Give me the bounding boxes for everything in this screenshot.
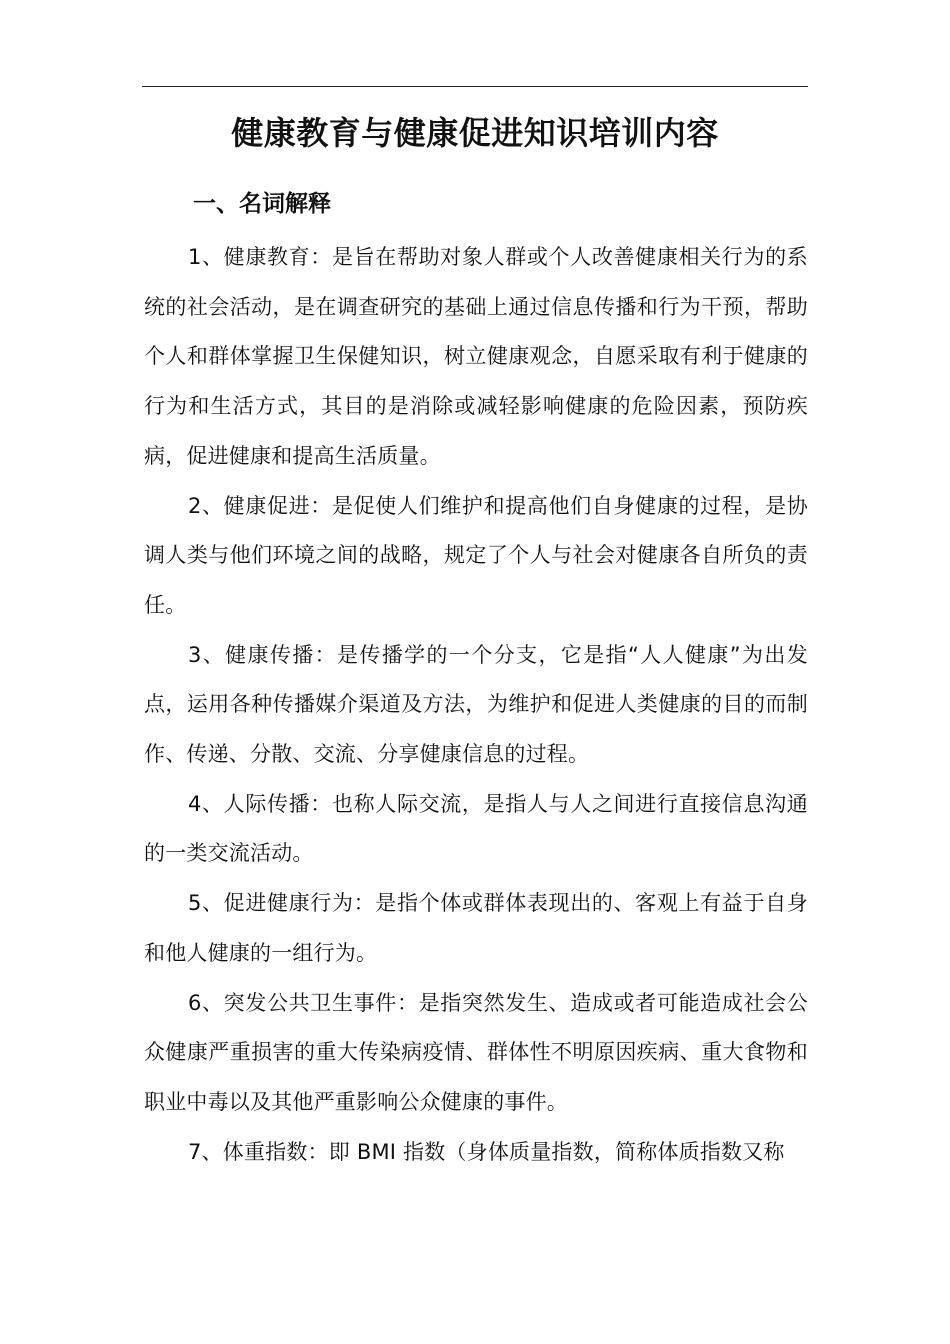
paragraph-health-promotion: 2、健康促进：是促使人们维护和提高他们自身健康的过程，是协调人类与他们环境之间的战略，规定了个人与社会对健康各自所负的责任。 [144, 493, 808, 617]
paragraph-health-communication: 3、健康传播：是传播学的一个分支，它是指“人人健康”为出发点，运用各种传播媒介渠道及方法，为维护和促进人类健康的目的而制作、传递、分散、交流、分享健康信息的过程。 [144, 642, 808, 767]
section-heading: 一、名词解释 [193, 191, 331, 217]
body-text [144, 233, 808, 1177]
paragraph-interpersonal-communication: 4、人际传播：也称人际交流，是指人与人之间进行直接信息沟通的一类交流活动。 [144, 791, 808, 866]
paragraph-public-health-emergency: 6、突发公共卫生事件：是指突然发生、造成或者可能造成社会公众健康严重损害的重大传染病疫情、群体性不明原因疾病、重大食物和职业中毒以及其他严重影响公众健康的事件。 [144, 990, 808, 1114]
paragraph-bmi: 7、体重指数：即 BMI 指数（身体质量指数，简称体质指数又称 [188, 1139, 785, 1164]
header-rule [142, 86, 808, 87]
paragraph-health-education: 1、健康教育：是旨在帮助对象人群或个人改善健康相关行为的系统的社会活动，是在调查研究的基础上通过信息传播和行为干预，帮助个人和群体掌握卫生保健知识，树立健康观念，自愿采取有利于健康的行为和生活方式，其目的是消除或减轻影响健康的危险因素，预防疾病，促进健康和提高生活质量。 [144, 245, 808, 468]
paragraph-health-promoting-behavior: 5、促进健康行为：是指个体或群体表现出的、客观上有益于自身和他人健康的一组行为。 [144, 891, 808, 965]
document-title: 健康教育与健康促进知识培训内容 [231, 114, 719, 152]
